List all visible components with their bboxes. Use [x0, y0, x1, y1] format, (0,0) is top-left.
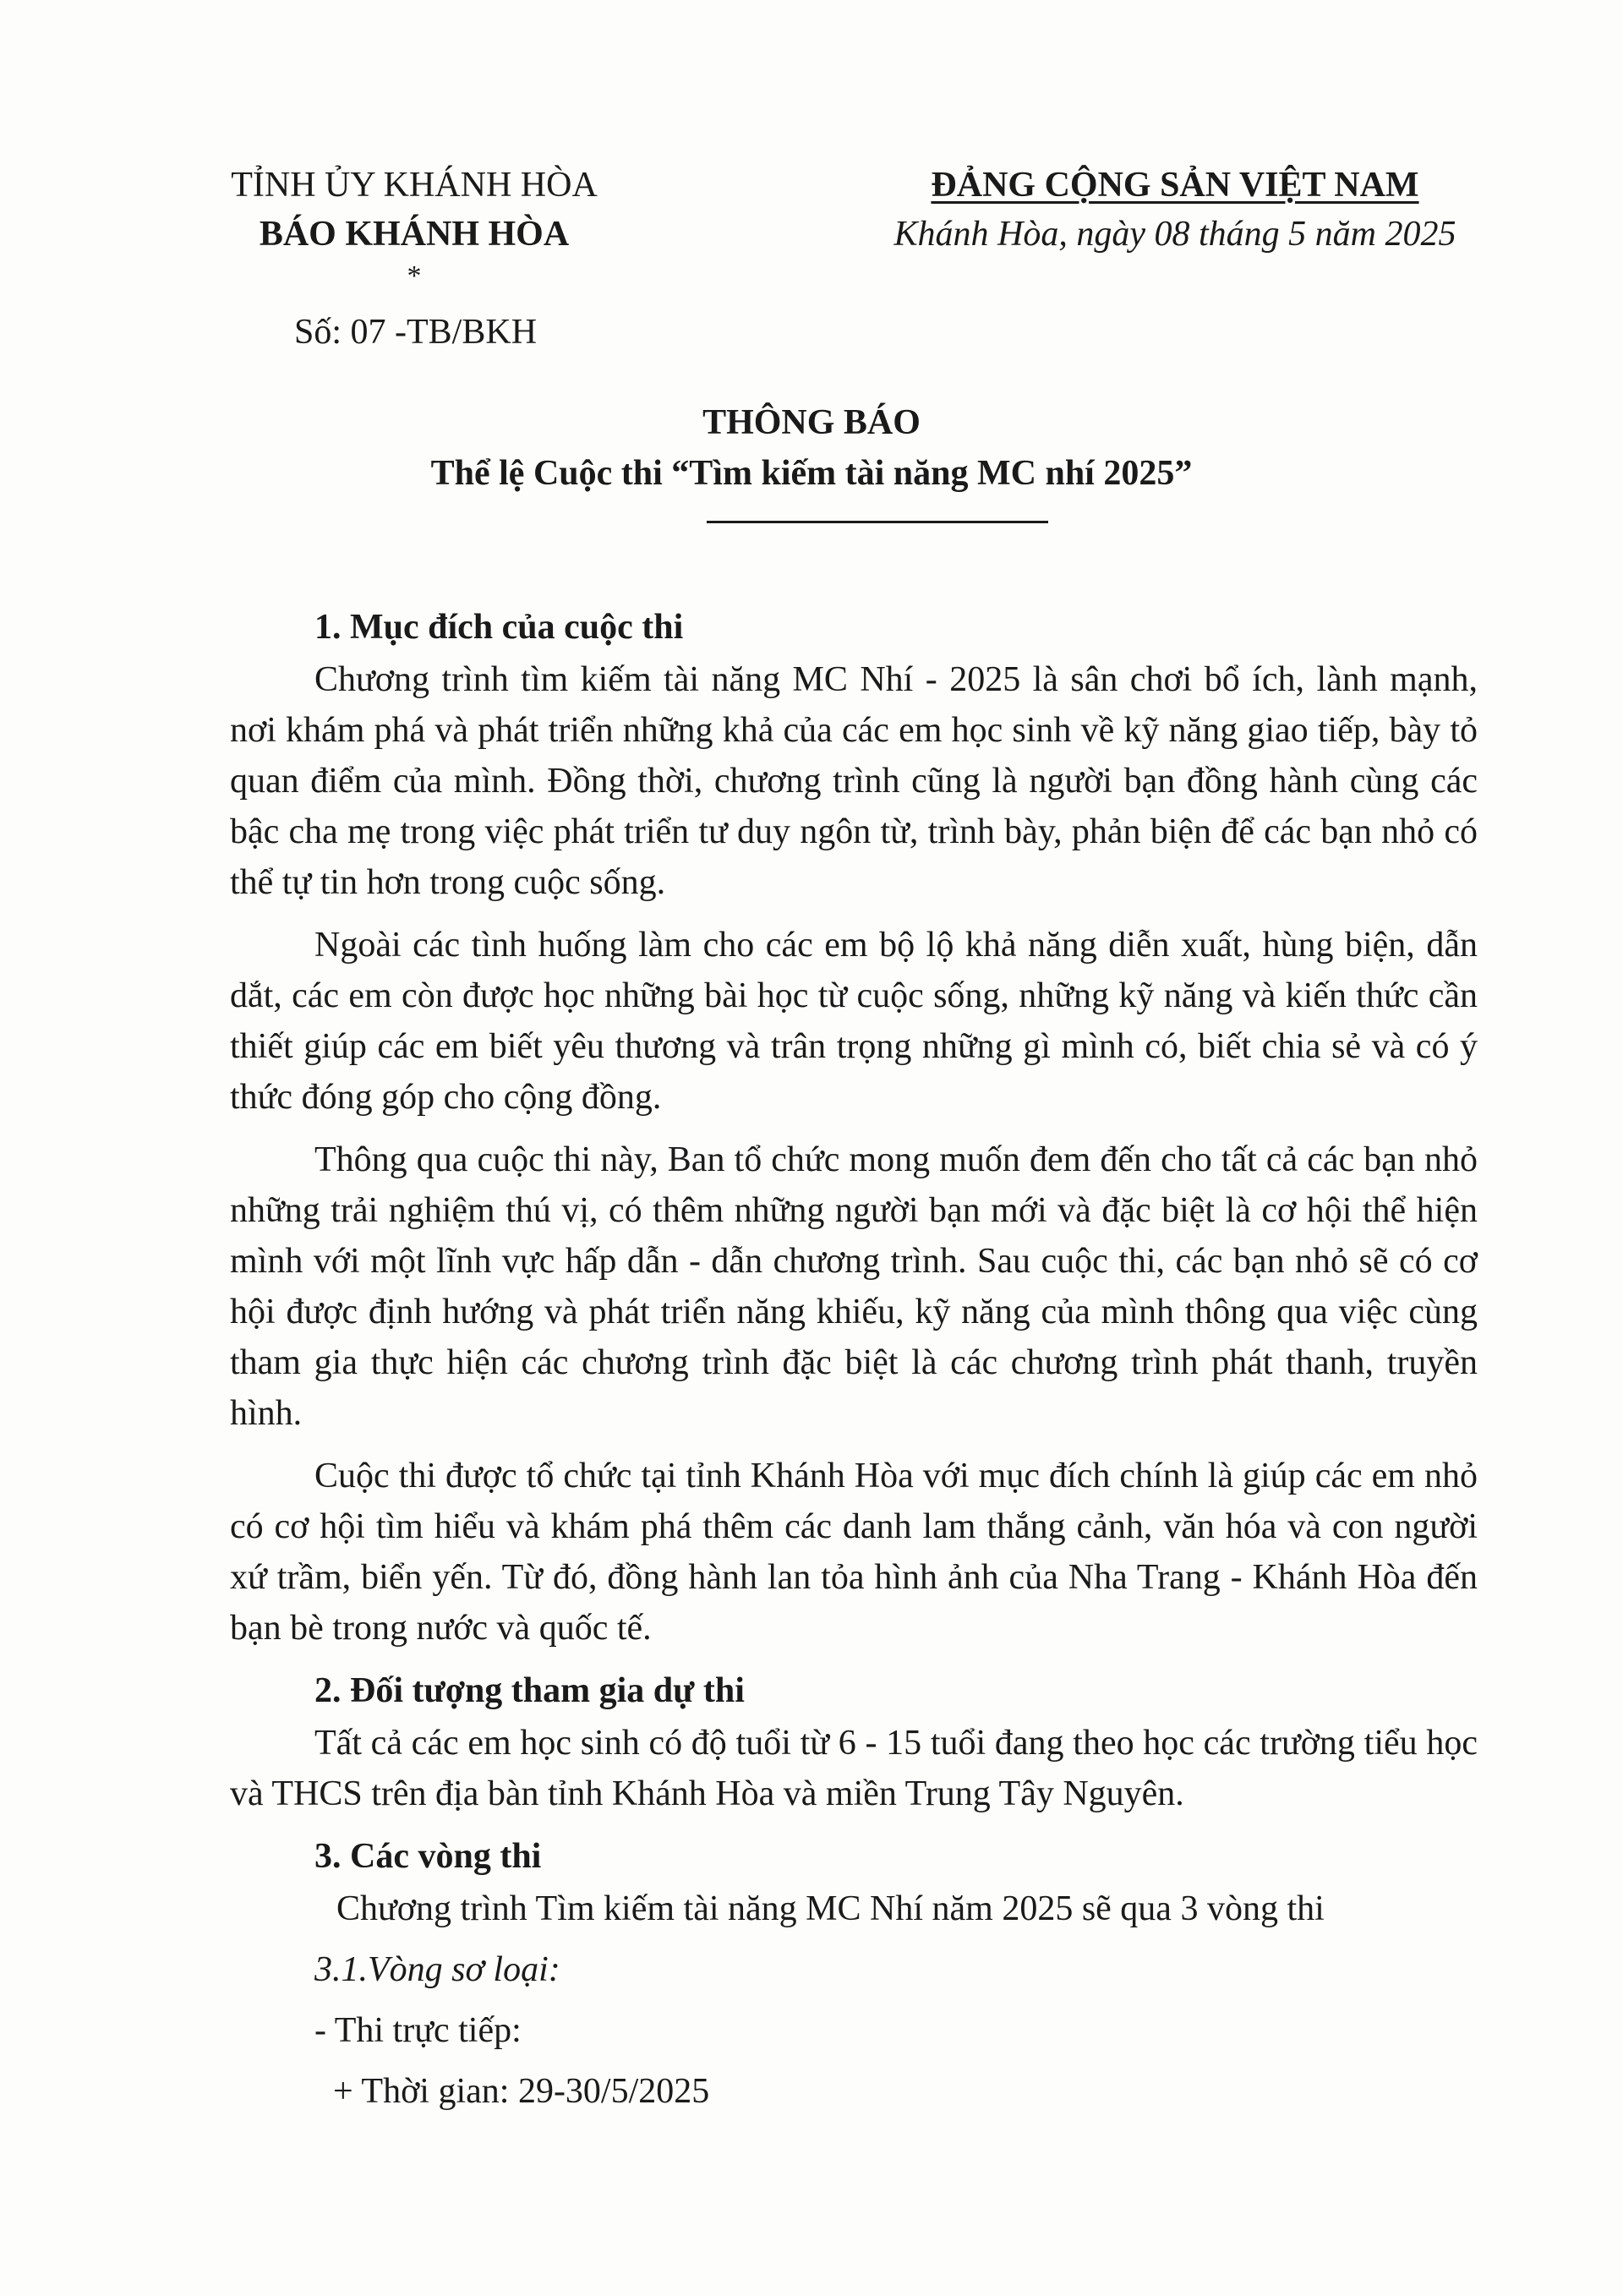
issuer-block [203, 161, 626, 292]
round-1-heading: 3.1.Vòng sơ loại: [314, 1950, 560, 1989]
section-3-heading: 3. Các vòng thi [314, 1837, 542, 1876]
round-1-time: + Thời gian: 29-30/5/2025 [333, 2072, 710, 2111]
section-1-paragraph: Thông qua cuộc thi này, Ban tổ chức mong muốn đem đến cho tất cả các bạn nhỏ những trải nghiệm thú vị, có thêm những người bạn mới và đặc biệt là cơ hội thể hiện mình với một lĩnh vực hấp dẫn - dẫn chương trình. Sau cuộc thi, các bạn nhỏ sẽ có cơ hội được định hướng và phát triển năng khiếu, kỹ năng của mình thông qua việc cùng tham gia thực hiện các chương trình đặc biệt là các chương trình phát thanh, truyền hình. [230, 1140, 1478, 1433]
place-date: Khánh Hòa, ngày 08 tháng 5 năm 2025 [893, 215, 1456, 254]
round-1-item: - Thi trực tiếp: [314, 2011, 522, 2050]
document-body [230, 602, 1478, 2127]
section-3-intro: Chương trình Tìm kiếm tài năng MC Nhí năm 2025 sẽ qua 3 vòng thi [336, 1889, 1325, 1928]
star-mark: * [407, 260, 422, 292]
issuer-org-name: BÁO KHÁNH HÒA [259, 215, 570, 254]
section-1-paragraph: Cuộc thi được tổ chức tại tỉnh Khánh Hòa với mục đích chính là giúp các em nhỏ có cơ hội tìm hiểu và khám phá thêm các danh lam thắng cảnh, văn hóa và con người xứ trầm, biển yến. Từ đó, đồng hành lan tỏa hình ảnh của Nha Trang - Khánh Hòa đến bạn bè trong nước và quốc tế. [230, 1457, 1478, 1648]
section-2-paragraph: Tất cả các em học sinh có độ tuổi từ 6 - 15 tuổi đang theo học các trường tiểu học và THCS trên địa bàn tỉnh Khánh Hòa và miền Trung Tây Nguyên. [230, 1724, 1478, 1813]
section-1-paragraph: Chương trình tìm kiếm tài năng MC Nhí - 2025 là sân chơi bổ ích, lành mạnh, nơi khám phá và phát triển những khả của các em học sinh về kỹ năng giao tiếp, bày tỏ quan điểm của mình. Đồng thời, chương trình cũng là người bạn đồng hành cùng các bậc cha mẹ trong việc phát triển tư duy ngôn từ, trình bày, phản biện để các bạn nhỏ có thể tự tin hơn trong cuộc sống. [230, 660, 1478, 902]
document-type: THÔNG BÁO [702, 403, 921, 442]
document-subject: Thể lệ Cuộc thi “Tìm kiếm tài năng MC nhí 2025” [430, 454, 1193, 493]
party-name: ĐẢNG CỘNG SẢN VIỆT NAM [931, 166, 1419, 205]
national-header-block [837, 161, 1513, 259]
document-title-block [0, 397, 1623, 499]
section-2-heading: 2. Đối tượng tham gia dự thi [314, 1671, 745, 1710]
section-1-heading: 1. Mục đích của cuộc thi [314, 608, 684, 647]
issuer-parent-org: TỈNH ỦY KHÁNH HÒA [231, 166, 598, 205]
title-underline-rule [707, 521, 1048, 523]
section-1-paragraph: Ngoài các tình huống làm cho các em bộ lộ khả năng diễn xuất, hùng biện, dẫn dắt, các em còn được học những bài học từ cuộc sống, những kỹ năng và kiến thức cần thiết giúp các em biết yêu thương và trân trọng những gì mình có, biết chia sẻ và có ý thức đóng góp cho cộng đồng. [230, 926, 1478, 1117]
document-number: Số: 07 -TB/BKH [294, 313, 538, 352]
